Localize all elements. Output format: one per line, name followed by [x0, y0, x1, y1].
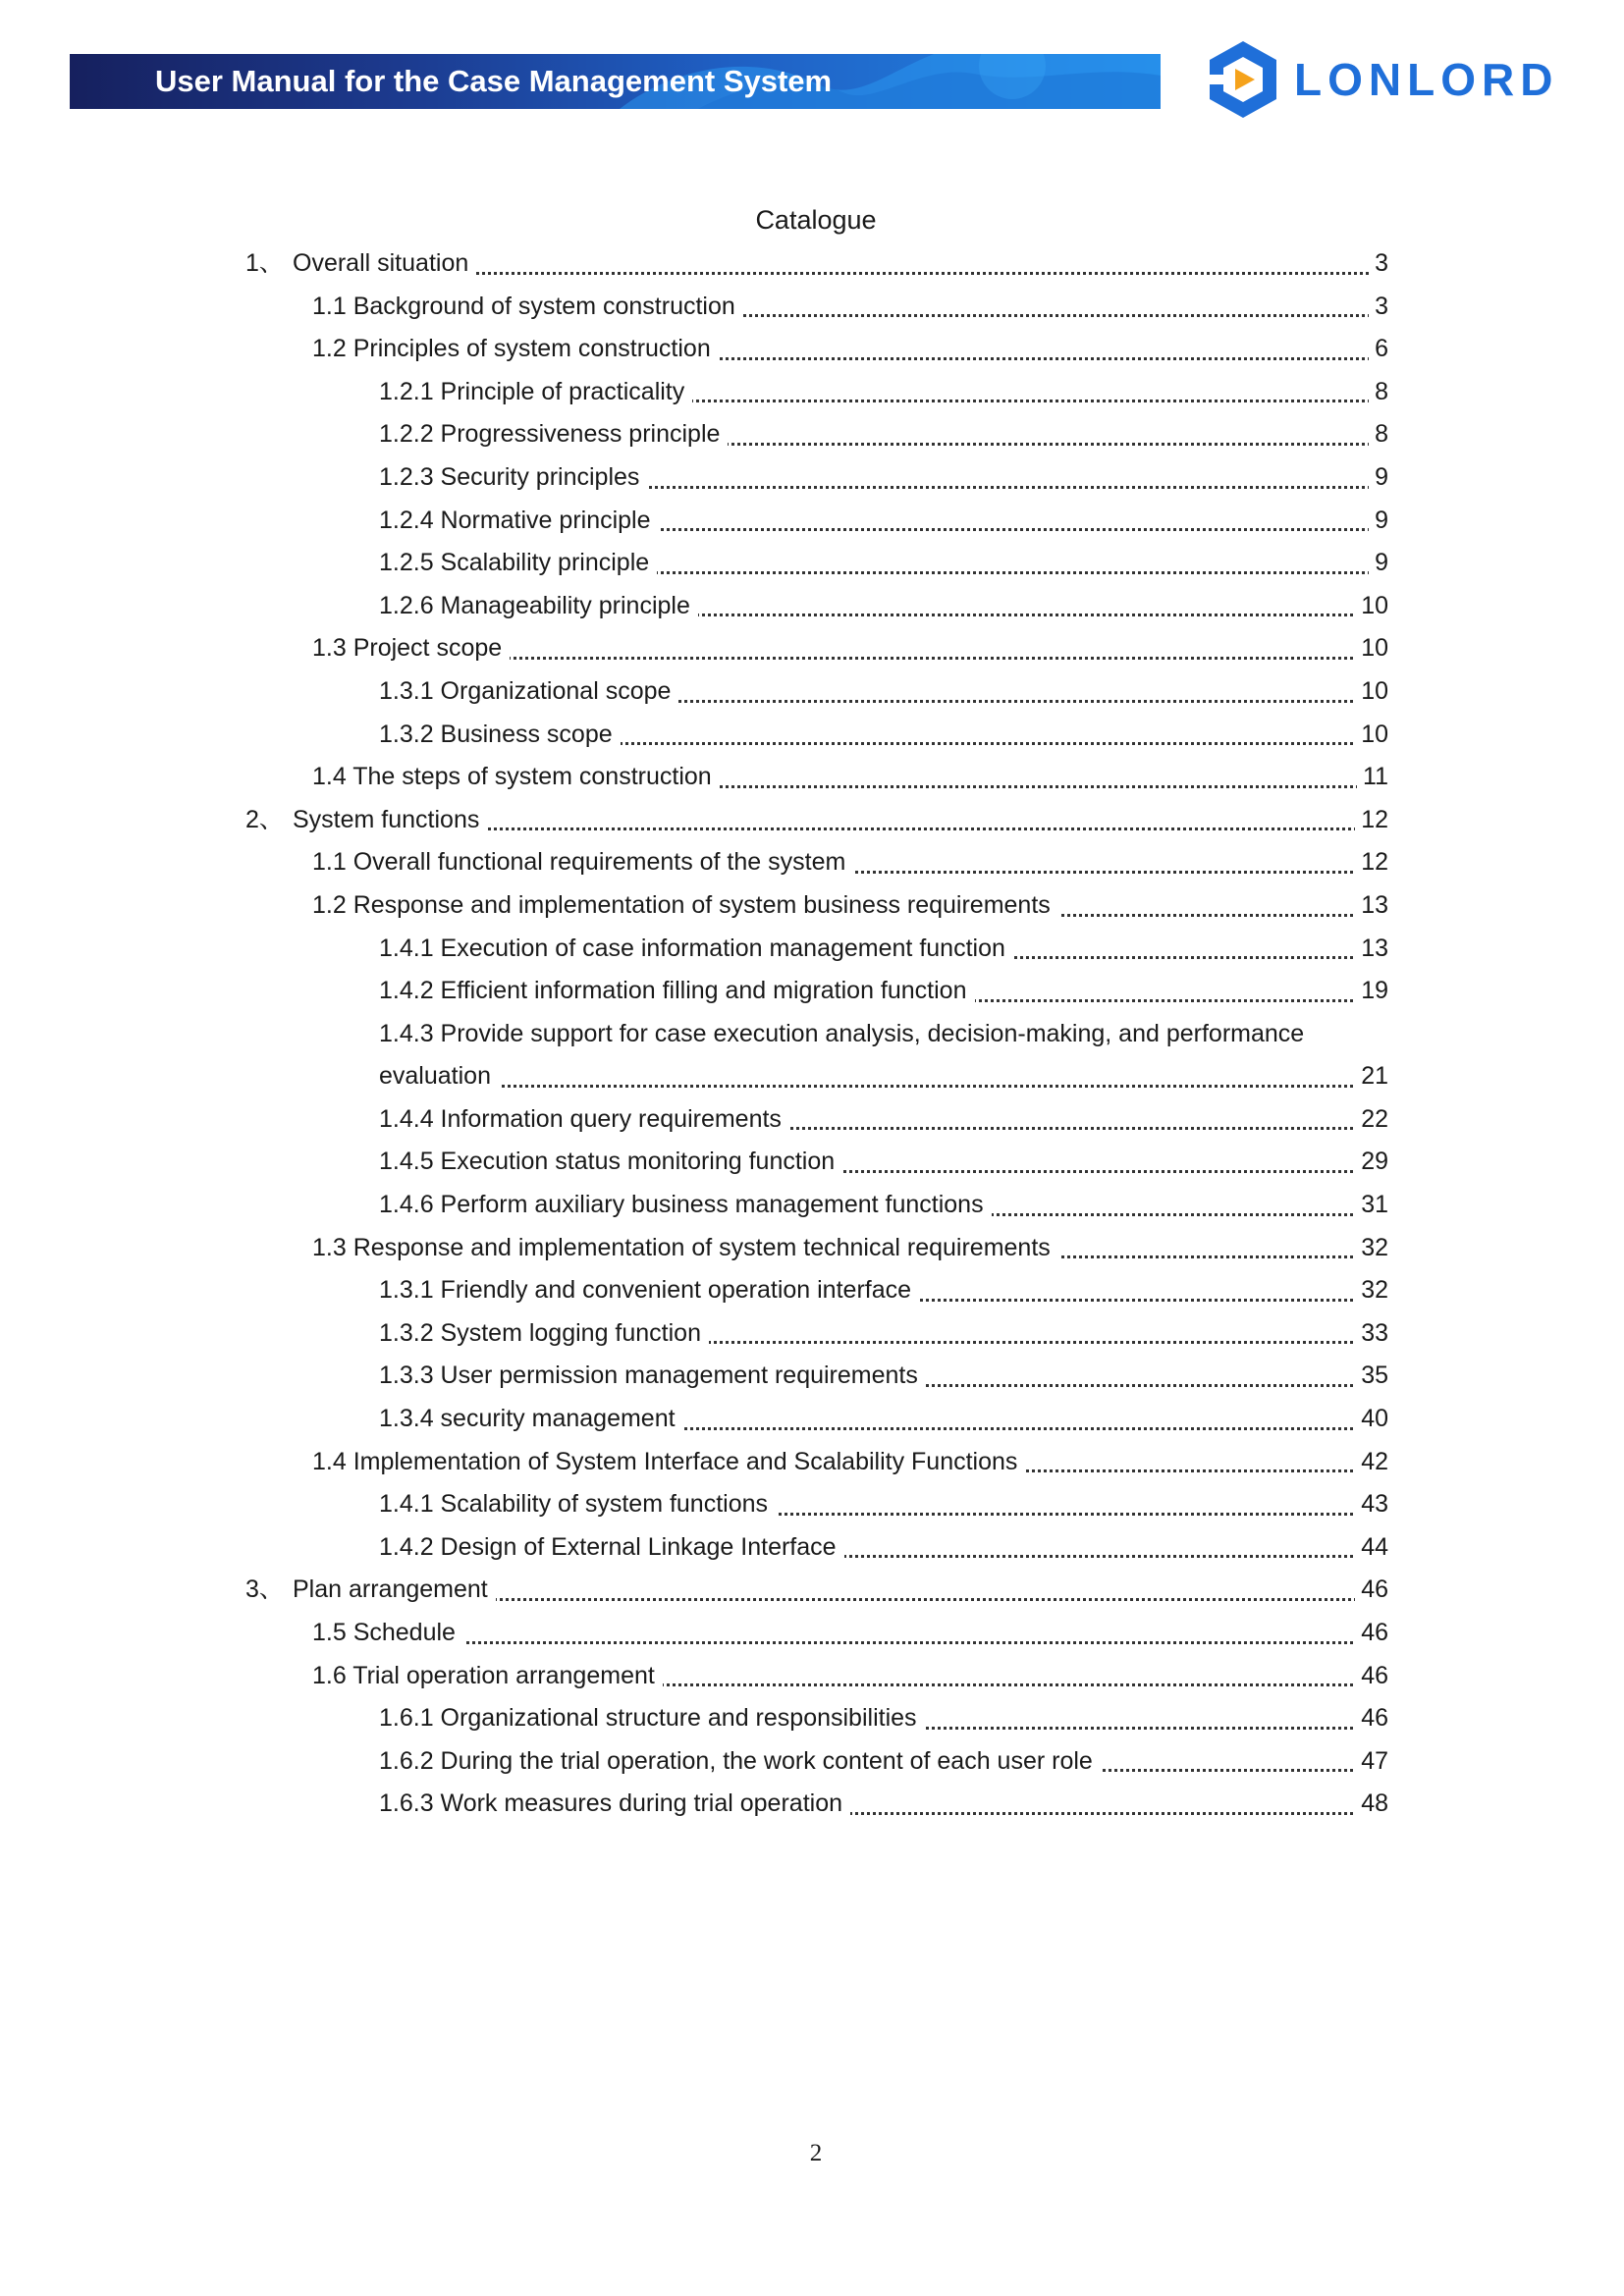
toc-page-number: 31 [1355, 1184, 1388, 1227]
toc-entry-label: 1.4.2 Efficient information filling and migration function [379, 977, 967, 1005]
toc-entry[interactable] [0, 1227, 1624, 1270]
toc-page-number: 12 [1355, 841, 1388, 884]
toc-entry[interactable] [0, 585, 1624, 628]
toc-page-number: 13 [1355, 884, 1388, 928]
toc-entry-label: 1.3.1 Friendly and convenient operation interface [379, 1276, 912, 1305]
toc-entry-title [379, 1312, 709, 1356]
toc-page-number: 46 [1355, 1655, 1388, 1698]
toc-entry[interactable] [0, 1312, 1624, 1356]
toc-page-number: 40 [1355, 1398, 1388, 1441]
toc-entry[interactable] [0, 714, 1624, 757]
toc-dot-leader [312, 1641, 1388, 1644]
toc-chapter-number: 3、 [245, 1575, 284, 1604]
toc-entry[interactable] [0, 1441, 1624, 1484]
toc-entry-title [379, 456, 647, 500]
toc-page-number: 9 [1369, 500, 1388, 543]
table-of-contents [0, 242, 1624, 1826]
toc-page-number: 35 [1355, 1355, 1388, 1398]
toc-entry[interactable] [0, 371, 1624, 414]
toc-page-number: 13 [1355, 928, 1388, 971]
toc-entry-label: 1.2.6 Manageability principle [379, 591, 690, 619]
toc-entry[interactable] [0, 1355, 1624, 1398]
toc-page-number: 3 [1369, 242, 1388, 286]
toc-entry[interactable] [0, 1526, 1624, 1570]
toc-entry[interactable] [0, 1269, 1624, 1312]
toc-entry-label: Overall situation [293, 249, 469, 277]
toc-entry[interactable] [0, 286, 1624, 329]
toc-page-number: 9 [1369, 542, 1388, 585]
toc-entry-label: 1.4.1 Scalability of system functions [379, 1490, 769, 1519]
toc-page-number: 46 [1355, 1569, 1388, 1612]
toc-entry-label: 1.2.1 Principle of practicality [379, 377, 685, 405]
toc-entry-title [379, 928, 1013, 971]
toc-entry-label: 1.3.4 security management [379, 1405, 676, 1433]
toc-page-number: 44 [1355, 1526, 1388, 1570]
toc-entry[interactable] [0, 627, 1624, 670]
toc-page-number: 46 [1355, 1612, 1388, 1655]
toc-entry-label: 1.2 Response and implementation of system business requirements [312, 890, 1051, 919]
toc-entry-label: 1.4.6 Perform auxiliary business management functions [379, 1191, 984, 1219]
toc-entry-title [379, 500, 659, 543]
toc-entry[interactable] [0, 1783, 1624, 1826]
toc-entry[interactable] [0, 1612, 1624, 1655]
toc-page-number: 10 [1355, 585, 1388, 628]
toc-entry-title [312, 1227, 1058, 1270]
toc-entry[interactable] [0, 242, 1624, 286]
toc-entry[interactable] [0, 1398, 1624, 1441]
toc-entry-title [379, 1697, 925, 1740]
toc-entry-label: 1.4.2 Design of External Linkage Interface [379, 1532, 837, 1561]
toc-entry-label: 1.3 Response and implementation of system technical requirements [312, 1233, 1051, 1261]
toc-entry-title [379, 1740, 1101, 1784]
toc-entry-title [379, 1783, 850, 1826]
toc-entry[interactable] [0, 970, 1624, 1013]
toc-entry-title [312, 627, 510, 670]
toc-entry-title [379, 542, 657, 585]
toc-entry[interactable] [0, 1655, 1624, 1698]
toc-entry-title [245, 242, 476, 286]
toc-entry-label: 1.2.5 Scalability principle [379, 549, 650, 577]
toc-page-number: 11 [1357, 756, 1388, 799]
toc-page-number: 10 [1355, 670, 1388, 714]
toc-entry-label: 1.3.2 System logging function [379, 1318, 701, 1347]
banner-title: User Manual for the Case Management System [155, 64, 833, 98]
toc-entry[interactable] [0, 1013, 1624, 1098]
lonlord-hexagon-logo-icon [1206, 39, 1280, 120]
toc-entry-label: 1.4.4 Information query requirements [379, 1104, 782, 1133]
toc-entry-title [379, 413, 728, 456]
toc-entry-title [379, 1141, 842, 1184]
toc-entry-title [379, 714, 621, 757]
logo-wordmark: LONLORD [1294, 54, 1559, 105]
toc-entry[interactable] [0, 1184, 1624, 1227]
toc-entry-title [312, 1441, 1025, 1484]
toc-entry[interactable] [0, 456, 1624, 500]
toc-entry-label: 1.3.1 Organizational scope [379, 676, 672, 705]
toc-entry-label: 1.2.3 Security principles [379, 462, 640, 491]
toc-chapter-number: 1、 [245, 249, 284, 277]
toc-entry-label-continued: evaluation [379, 1055, 499, 1098]
toc-entry-label: 1.4 Implementation of System Interface and Scalability Functions [312, 1447, 1018, 1475]
toc-page-number: 10 [1355, 627, 1388, 670]
toc-page-number: 3 [1369, 286, 1388, 329]
toc-entry-label: 1.2.2 Progressiveness principle [379, 420, 721, 449]
toc-entry[interactable] [0, 1141, 1624, 1184]
toc-entry-label: 1.2.4 Normative principle [379, 506, 651, 534]
catalogue-title: Catalogue [755, 205, 877, 235]
toc-page-number: 12 [1355, 799, 1388, 842]
toc-entry-title [379, 371, 692, 414]
toc-page-number: 47 [1355, 1740, 1388, 1784]
toc-entry-title [379, 1355, 926, 1398]
toc-entry-label: 1.6.1 Organizational structure and responsibilities [379, 1704, 917, 1733]
company-logo [1206, 39, 1559, 120]
toc-entry[interactable] [0, 1098, 1624, 1142]
toc-entry-title [379, 1184, 992, 1227]
toc-entry[interactable] [0, 542, 1624, 585]
toc-entry[interactable] [0, 799, 1624, 842]
toc-entry-title [379, 1269, 919, 1312]
toc-entry-title [379, 970, 975, 1013]
toc-page-number: 33 [1355, 1312, 1388, 1356]
toc-entry-title [379, 1013, 1304, 1056]
toc-entry[interactable] [0, 328, 1624, 371]
toc-entry-title [379, 1483, 776, 1526]
toc-entry-label: 1.6 Trial operation arrangement [312, 1661, 655, 1689]
toc-entry[interactable] [0, 670, 1624, 714]
toc-entry-title [245, 799, 487, 842]
toc-page-number: 22 [1355, 1098, 1388, 1142]
toc-entry-title [312, 286, 743, 329]
toc-page-number: 6 [1369, 328, 1388, 371]
toc-chapter-number: 2、 [245, 805, 284, 833]
toc-page-number: 21 [1355, 1055, 1388, 1098]
toc-page-number: 8 [1369, 413, 1388, 456]
toc-entry[interactable] [0, 756, 1624, 799]
toc-entry-title [312, 1612, 463, 1655]
toc-page-number: 42 [1355, 1441, 1388, 1484]
toc-entry-label: 1.5 Schedule [312, 1619, 456, 1646]
toc-page-number: 32 [1355, 1269, 1388, 1312]
toc-page-number: 46 [1355, 1697, 1388, 1740]
toc-entry-title [379, 1098, 789, 1142]
toc-entry-label: 1.6.2 During the trial operation, the work content of each user role [379, 1746, 1093, 1775]
toc-entry-title [379, 585, 698, 628]
toc-page-number: 19 [1355, 970, 1388, 1013]
toc-dot-leader [379, 1085, 1388, 1088]
toc-page-number: 32 [1355, 1227, 1388, 1270]
toc-entry-label: 1.3.2 Business scope [379, 720, 613, 748]
toc-entry-label: 1.2 Principles of system construction [312, 335, 711, 363]
toc-entry[interactable] [0, 928, 1624, 971]
toc-entry[interactable] [0, 413, 1624, 456]
toc-entry-label: 1.4.1 Execution of case information management function [379, 934, 1005, 962]
toc-page-number: 48 [1355, 1783, 1388, 1826]
toc-entry-label: 1.1 Background of system construction [312, 292, 735, 320]
toc-entry-title [379, 1398, 683, 1441]
toc-entry-label: System functions [293, 805, 480, 833]
toc-entry-title [245, 1569, 496, 1612]
toc-entry-label: 1.1 Overall functional requirements of the system [312, 848, 846, 877]
header-banner [70, 54, 1161, 109]
toc-page-number: 10 [1355, 714, 1388, 757]
toc-page-number: 29 [1355, 1141, 1388, 1184]
toc-entry[interactable] [0, 841, 1624, 884]
toc-entry-label: 1.3.3 User permission management requirements [379, 1362, 918, 1390]
toc-entry[interactable] [0, 1740, 1624, 1784]
toc-entry-title [312, 328, 719, 371]
toc-page-number: 9 [1369, 456, 1388, 500]
toc-entry-label: 1.3 Project scope [312, 634, 503, 663]
toc-entry-label: 1.4.5 Execution status monitoring function [379, 1148, 836, 1176]
toc-entry-label: 1.4.3 Provide support for case execution analysis, decision-making, and performance [379, 1019, 1305, 1047]
toc-page-number: 8 [1369, 371, 1388, 414]
toc-entry[interactable] [0, 884, 1624, 928]
toc-entry-title [312, 884, 1058, 928]
toc-entry-title [379, 670, 678, 714]
toc-entry-label: 1.6.3 Work measures during trial operation [379, 1789, 842, 1818]
toc-entry[interactable] [0, 1483, 1624, 1526]
toc-entry-title [312, 756, 720, 799]
page-number: 2 [809, 2140, 823, 2166]
toc-entry[interactable] [0, 1569, 1624, 1612]
toc-entry-title [312, 1655, 663, 1698]
toc-page-number: 43 [1355, 1483, 1388, 1526]
toc-entry[interactable] [0, 1697, 1624, 1740]
toc-entry-label: 1.4 The steps of system construction [312, 763, 712, 791]
toc-entry-title [312, 841, 853, 884]
toc-entry-label: Plan arrangement [293, 1575, 488, 1604]
toc-entry[interactable] [0, 500, 1624, 543]
toc-entry-title [379, 1526, 844, 1570]
